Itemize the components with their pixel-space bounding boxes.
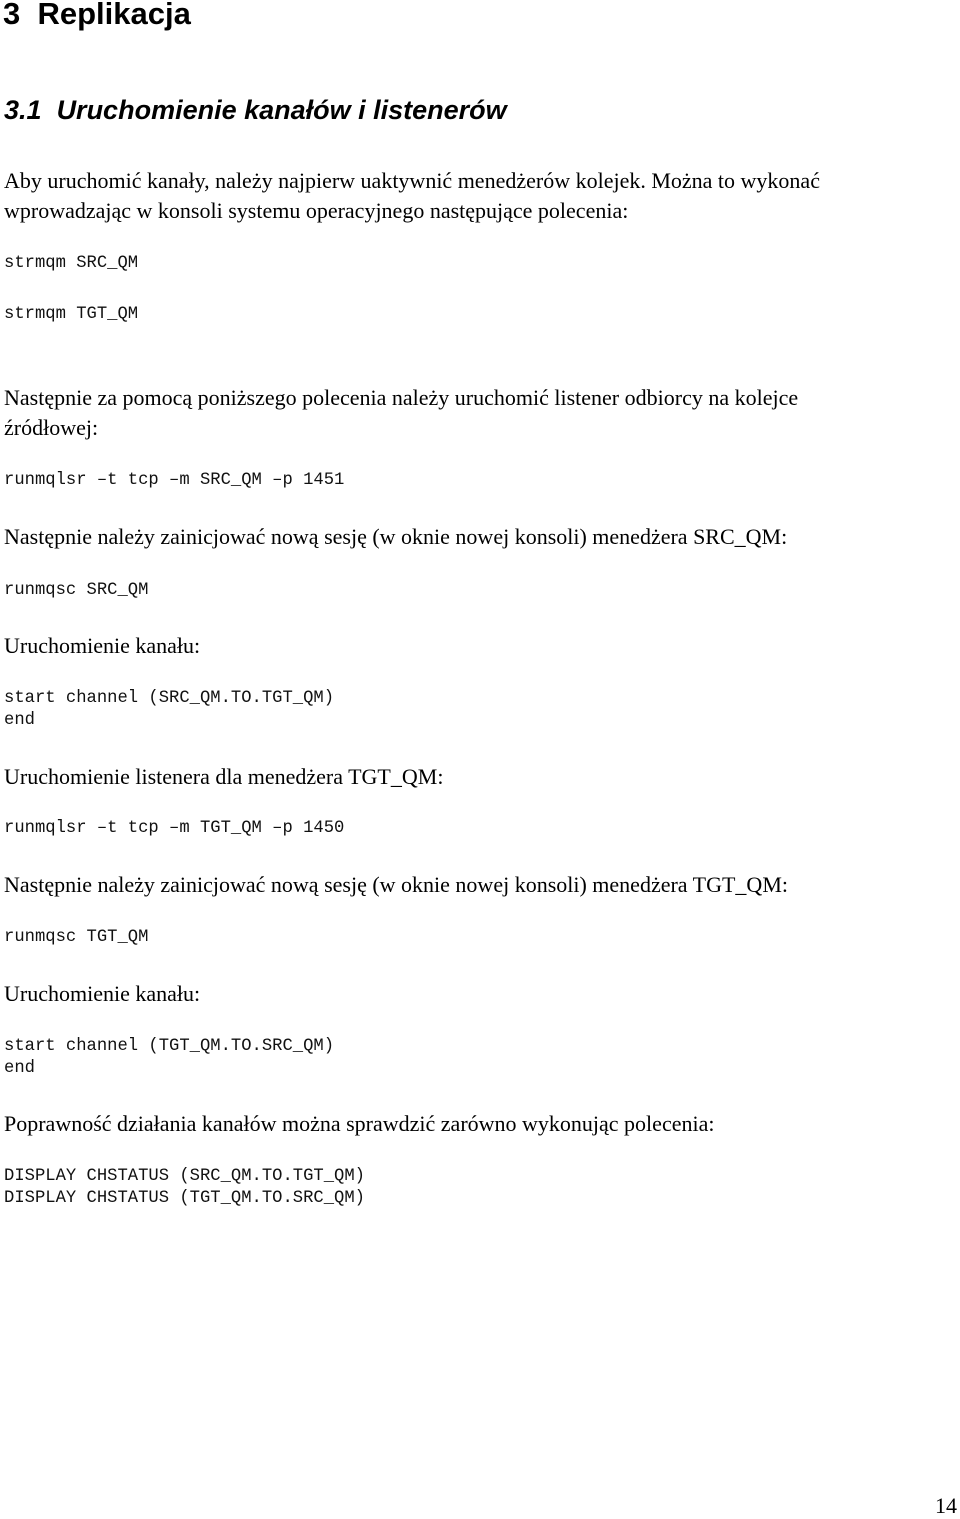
code-runmqsc-src: runmqsc SRC_QM bbox=[4, 581, 149, 600]
code-display-1: DISPLAY CHSTATUS (SRC_QM.TO.TGT_QM) bbox=[4, 1167, 365, 1186]
listener-src-line-1: Następnie za pomocą poniższego polecenia należy uruchomić listener odbiorcy na kolejce bbox=[4, 385, 799, 410]
channel-start-paragraph-2: Uruchomienie kanału: bbox=[4, 981, 201, 1006]
section-number: 3.1 bbox=[4, 95, 42, 125]
heading-number: 3 bbox=[3, 0, 21, 31]
session-tgt-paragraph: Następnie należy zainicjować nową sesję (w oknie nowej konsoli) menedżera TGT_QM: bbox=[4, 872, 788, 897]
code-end-1: end bbox=[4, 711, 35, 730]
verify-paragraph: Poprawność działania kanałów można sprawdzić zarówno wykonując polecenia: bbox=[4, 1111, 715, 1136]
page-number: 14 bbox=[935, 1493, 957, 1518]
code-start-channel-tgt: start channel (TGT_QM.TO.SRC_QM) bbox=[4, 1037, 335, 1056]
code-runmqsc-tgt: runmqsc TGT_QM bbox=[4, 928, 149, 947]
code-start-channel-src: start channel (SRC_QM.TO.TGT_QM) bbox=[4, 689, 335, 708]
session-src-paragraph: Następnie należy zainicjować nową sesję (w oknie nowej konsoli) menedżera SRC_QM: bbox=[4, 524, 788, 549]
code-runmqlsr-tgt: runmqlsr –t tcp –m TGT_QM –p 1450 bbox=[4, 819, 345, 838]
section-title: Uruchomienie kanałów i listenerów bbox=[56, 95, 507, 125]
code-strmqm-tgt: strmqm TGT_QM bbox=[4, 305, 139, 324]
page-heading bbox=[3, 0, 191, 32]
intro-line-1: Aby uruchomić kanały, należy najpierw uaktywnić menedżerów kolejek. Można to wykonać bbox=[4, 168, 820, 193]
listener-src-line-2: źródłowej: bbox=[4, 415, 99, 440]
intro-line-2: wprowadzając w konsoli systemu operacyjnego następujące polecenia: bbox=[4, 198, 629, 223]
code-end-2: end bbox=[4, 1059, 35, 1078]
section-heading bbox=[4, 95, 507, 126]
code-runmqlsr-src: runmqlsr –t tcp –m SRC_QM –p 1451 bbox=[4, 471, 345, 490]
code-display-2: DISPLAY CHSTATUS (TGT_QM.TO.SRC_QM) bbox=[4, 1189, 365, 1208]
code-strmqm-src: strmqm SRC_QM bbox=[4, 254, 139, 273]
channel-start-paragraph-1: Uruchomienie kanału: bbox=[4, 633, 201, 658]
heading-title: Replikacja bbox=[37, 0, 191, 31]
listener-tgt-paragraph: Uruchomienie listenera dla menedżera TGT_QM: bbox=[4, 764, 444, 789]
